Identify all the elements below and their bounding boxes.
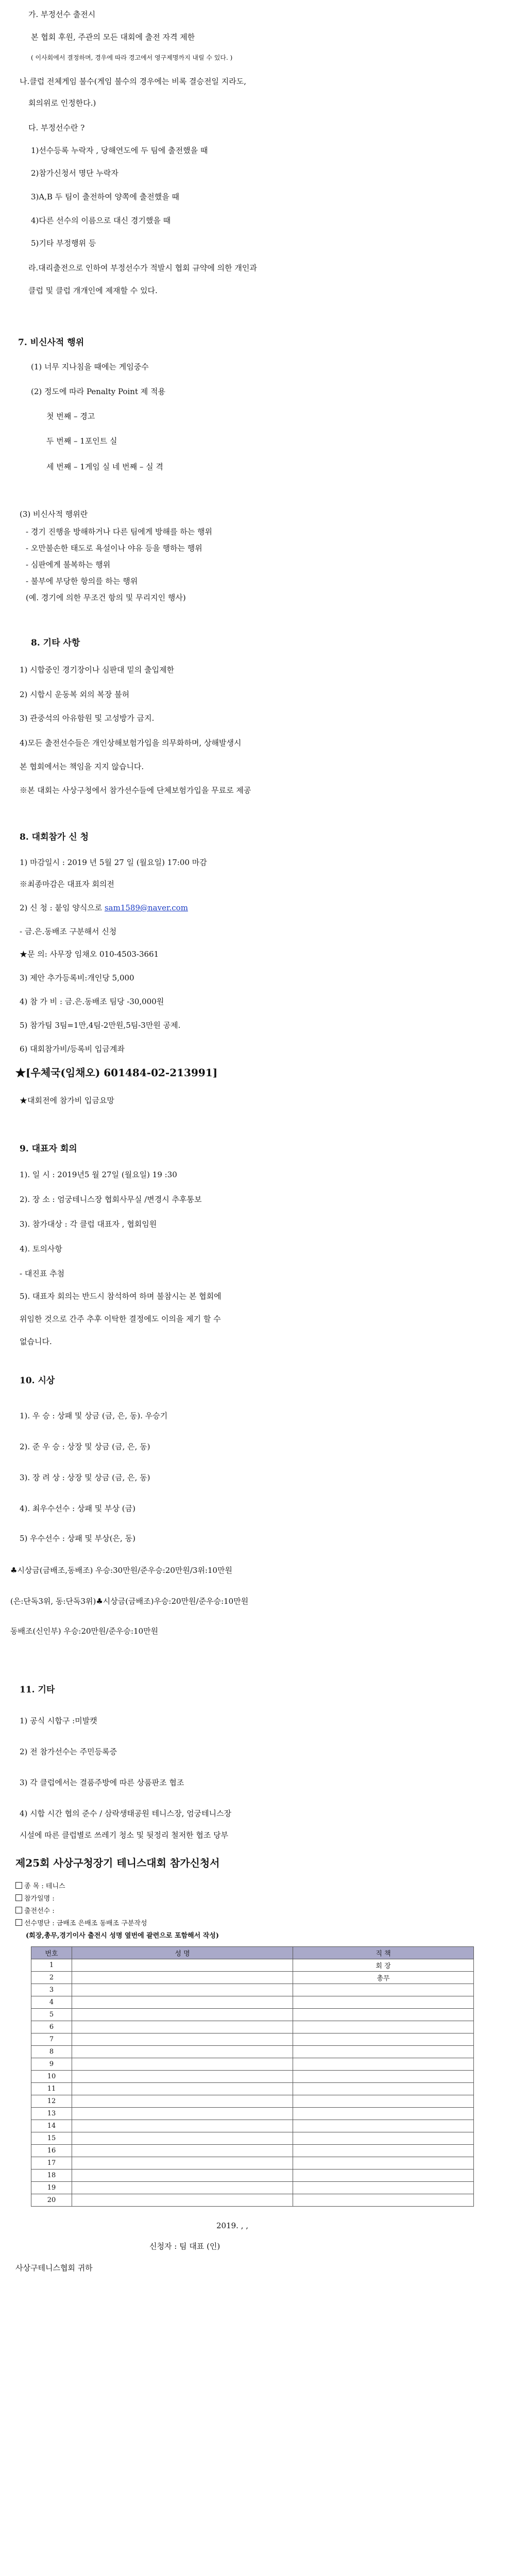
row-number-cell: 1 <box>31 1959 72 1972</box>
position-cell[interactable] <box>293 2132 474 2145</box>
table-row <box>31 2120 474 2132</box>
signature-line: 신청자 : 팀 대표 (인) <box>149 2242 220 2251</box>
table-row <box>31 2046 474 2058</box>
text-line: 1) 시합중인 경기장이나 심판대 밑의 출입제한 <box>20 665 175 674</box>
text-line: 2) 전 참가선수는 주민등록증 <box>20 1747 117 1756</box>
row-number-cell: 19 <box>31 2182 72 2194</box>
column-header: 직 책 <box>293 1947 474 1959</box>
text-line: 라.대리출전으로 인하여 부정선수가 적발시 협회 규약에 의한 개인과 <box>28 263 257 273</box>
row-number-cell: 2 <box>31 1972 72 1984</box>
row-number-cell: 17 <box>31 2157 72 2170</box>
name-cell[interactable] <box>72 2083 293 2095</box>
name-cell[interactable] <box>72 1959 293 1972</box>
text-line: 시설에 따른 클럽별로 쓰레기 청소 및 뒷정리 철저한 협조 당부 <box>20 1831 229 1840</box>
table-row <box>31 2033 474 2046</box>
text-line: 두 번째 – 1포인트 실 <box>46 436 117 446</box>
section-heading: 11. 기타 <box>20 1685 55 1695</box>
text-line <box>20 903 188 913</box>
text-line: 3)A,B 두 팀이 출전하여 양쪽에 출전했을 때 <box>31 192 179 201</box>
table-row <box>31 2108 474 2120</box>
text-line: - 금.은.동배조 구분해서 신청 <box>20 927 117 936</box>
section-heading: 8. 기타 사항 <box>31 638 80 648</box>
position-cell[interactable] <box>293 2021 474 2033</box>
row-number-cell: 11 <box>31 2083 72 2095</box>
name-cell[interactable] <box>72 2108 293 2120</box>
table-row <box>31 2182 474 2194</box>
position-cell[interactable]: 회 장 <box>293 1959 474 1972</box>
row-number-cell: 5 <box>31 2009 72 2021</box>
position-cell[interactable] <box>293 2083 474 2095</box>
text-line: 4). 최우수선수 : 상패 및 부상 (금) <box>20 1504 135 1513</box>
deposit-note: ★대회전에 참가비 입금요망 <box>20 1096 114 1105</box>
text-line: - 심판에게 불복하는 행위 <box>26 560 111 569</box>
text-line: - 불부에 부당한 항의를 하는 행위 <box>26 577 138 586</box>
table-row <box>31 1959 474 1972</box>
text-line: - 대진표 추첨 <box>20 1269 65 1278</box>
table-row <box>31 2021 474 2033</box>
text-line: - 경기 진행을 방해하거나 다른 팀에게 방해를 하는 행위 <box>26 527 212 536</box>
table-row <box>31 2071 474 2083</box>
text-line: ★문 의: 사무장 임채오 010-4503-3661 <box>20 950 159 959</box>
checkbox-icon[interactable] <box>15 1907 22 1913</box>
checkbox-icon[interactable] <box>15 1919 22 1926</box>
text-line: - 오만불손한 태도로 욕설이나 야유 등을 행하는 행위 <box>26 544 202 553</box>
name-cell[interactable] <box>72 2095 293 2108</box>
name-cell[interactable] <box>72 1984 293 1996</box>
bank-account: ★[우체국(임채오) 601484-02-213991] <box>15 1066 218 1079</box>
text-line: 1) 공식 시합구 :미발캣 <box>20 1716 97 1725</box>
text-line: 1)선수등록 누락자 , 당해연도에 두 팀에 출전했을 때 <box>31 146 208 155</box>
text-line: 3) 제안 추가등록비:개인당 5,000 <box>20 973 134 982</box>
position-cell[interactable] <box>293 2157 474 2170</box>
table-row <box>31 2132 474 2145</box>
position-cell[interactable] <box>293 2046 474 2058</box>
text-line: 4). 토의사항 <box>20 1244 62 1253</box>
text-line: 1). 우 승 : 상패 및 상금 (금, 은, 동). 우승기 <box>20 1411 168 1420</box>
row-number-cell: 20 <box>31 2194 72 2207</box>
text-line: 3). 장 려 상 : 상장 및 상금 (금, 은, 동) <box>20 1473 150 1482</box>
text-line: 3) 관중석의 아유함원 및 고성방가 금지. <box>20 714 155 723</box>
section-heading: 8. 대회참가 신 청 <box>20 832 89 842</box>
text-line: 2). 장 소 : 엄궁테니스장 협회사무실 /변경시 추후통보 <box>20 1195 202 1204</box>
name-cell[interactable] <box>72 2170 293 2182</box>
table-header-row <box>31 1947 474 1959</box>
position-cell[interactable] <box>293 2182 474 2194</box>
form-date: 2019. , , <box>216 2221 249 2230</box>
position-cell[interactable] <box>293 2058 474 2071</box>
text-line: 가. 부정선수 출전시 <box>28 10 96 19</box>
text-line: 4)모든 출전선수들은 개인상해보험가입을 의무화하며, 상해발생시 <box>20 738 242 748</box>
row-number-cell: 15 <box>31 2132 72 2145</box>
checkbox-icon[interactable] <box>15 1894 22 1901</box>
table-row <box>31 2145 474 2157</box>
name-cell[interactable] <box>72 2145 293 2157</box>
table-row <box>31 2157 474 2170</box>
text-line: 1). 일 시 : 2019년5 월 27일 (월요일) 19 :30 <box>20 1170 177 1179</box>
text-line: 4)다른 선수의 이름으로 대신 경기했을 때 <box>31 216 171 225</box>
roster-table <box>31 1946 474 2207</box>
name-cell[interactable] <box>72 2046 293 2058</box>
text-line: 위임한 것으로 간주 추후 이탁한 결정에도 이의을 제기 할 수 <box>20 1314 221 1324</box>
position-cell[interactable] <box>293 2071 474 2083</box>
position-cell[interactable] <box>293 2009 474 2021</box>
text-line: ※본 대회는 사상구청에서 참가선수들에 단체보험가입을 무료로 제공 <box>20 786 251 795</box>
section-heading: 10. 시상 <box>20 1376 55 1386</box>
position-cell[interactable] <box>293 2145 474 2157</box>
text-line: (3) 비신사적 행위란 <box>20 510 88 519</box>
text-line: 본 협회에서는 책임을 지지 않습니다. <box>20 762 144 771</box>
position-cell[interactable]: 총무 <box>293 1972 474 1984</box>
form-option: 선수명단 : 금배조 은배조 동배조 구분작성 <box>15 1919 147 1929</box>
name-cell[interactable] <box>72 2132 293 2145</box>
table-row <box>31 2009 474 2021</box>
text-line: 6) 대회참가비/등록비 입금계좌 <box>20 1044 125 1054</box>
text-line: (1) 너무 지나침을 때에는 게임중수 <box>31 362 149 371</box>
table-row <box>31 1996 474 2009</box>
position-cell[interactable] <box>293 1996 474 2009</box>
name-cell[interactable] <box>72 1972 293 1984</box>
text-line: 클럽 및 클럽 개개인에 제재할 수 있다. <box>28 286 158 295</box>
text-line: ♣시상금(금배조,동배조) 우승:30만원/준우승:20만원/3위:10만원 <box>10 1566 233 1575</box>
row-number-cell: 13 <box>31 2108 72 2120</box>
row-number-cell: 12 <box>31 2095 72 2108</box>
text-line: 5) 우수선수 : 상패 및 부상(은, 동) <box>20 1534 135 1543</box>
text-line: 2)참가신청서 명단 누락자 <box>31 168 118 178</box>
text-line: 세 번째 – 1게임 실 네 번째 – 실 격 <box>46 462 163 471</box>
text-line: 나.클럽 전체게임 불수(게임 불수의 경우에는 비록 결승전일 지라도, <box>20 77 246 86</box>
form-option: 출전선수 : <box>15 1906 55 1917</box>
table-row <box>31 2083 474 2095</box>
text-line: 5) 참가팀 3팀=1만,4팀-2만원,5팀-3만원 공제. <box>20 1021 181 1030</box>
text-line: 3) 각 클럽에서는 결품주방에 따른 상품판조 협조 <box>20 1778 184 1787</box>
section-heading: 9. 대표자 회의 <box>20 1144 77 1154</box>
text-line: 2). 준 우 승 : 상장 및 상금 (금, 은, 동) <box>20 1442 150 1451</box>
table-row <box>31 2194 474 2207</box>
text-line: 동배조(신인부) 우승:20만원/준우승:10만원 <box>10 1626 159 1636</box>
email-link[interactable]: sam1589@naver.com <box>104 903 188 912</box>
text-line: 3). 참가대상 : 각 클럽 대표자 , 협회임원 <box>20 1219 157 1229</box>
position-cell[interactable] <box>293 2033 474 2046</box>
text-line: 4) 시합 시간 협의 준수 / 삼락생태공원 테니스장, 엄궁테니스장 <box>20 1809 232 1818</box>
form-option: 참가일명 : <box>15 1894 55 1904</box>
text-line: (2) 정도에 따라 Penalty Point 제 적용 <box>31 387 165 396</box>
form-title: 제25회 사상구청장기 테니스대회 참가신청서 <box>15 1857 220 1869</box>
row-number-cell: 4 <box>31 1996 72 2009</box>
row-number-cell: 6 <box>31 2021 72 2033</box>
table-row <box>31 1972 474 1984</box>
position-cell[interactable] <box>293 2120 474 2132</box>
table-row <box>31 2095 474 2108</box>
name-cell[interactable] <box>72 2009 293 2021</box>
table-row <box>31 2058 474 2071</box>
name-cell[interactable] <box>72 2157 293 2170</box>
form-option: 종 목 : 테니스 <box>15 1882 65 1892</box>
table-row <box>31 2170 474 2182</box>
text-line: 1) 마감일시 : 2019 년 5월 27 일 (월요일) 17:00 마감 <box>20 858 207 867</box>
text-line: ( 이사회에서 결정하며, 경우에 따라 경고에서 영구제명까지 내릴 수 있다. ) <box>31 54 233 61</box>
name-cell[interactable] <box>72 1996 293 2009</box>
text-line: (은:단독3위, 동:단독3위)♣시상금(금배조)우승:20만원/준우승:10만원 <box>10 1597 249 1606</box>
table-row <box>31 1984 474 1996</box>
text-line: 5)기타 부정행위 등 <box>31 239 96 248</box>
row-number-cell: 18 <box>31 2170 72 2182</box>
row-number-cell: 9 <box>31 2058 72 2071</box>
row-number-cell: 14 <box>31 2120 72 2132</box>
text-line: 5). 대표자 회의는 반드시 참석하여 하며 불참시는 본 협회에 <box>20 1292 222 1301</box>
name-cell[interactable] <box>72 2033 293 2046</box>
name-cell[interactable] <box>72 2071 293 2083</box>
apply-label: 2) 신 청 : 붙임 양식으로 <box>20 903 105 912</box>
text-line: 없습니다. <box>20 1337 52 1346</box>
text-line: 본 협회 후원, 주관의 모든 대회에 출전 자격 제한 <box>31 32 195 42</box>
position-cell[interactable] <box>293 2194 474 2207</box>
row-number-cell: 16 <box>31 2145 72 2157</box>
position-cell[interactable] <box>293 2095 474 2108</box>
form-note: (회장,총무,경기이사 출전시 성명 옆번에 괄련으로 포함해서 작성) <box>26 1932 219 1940</box>
text-line: 회의위로 인정한다.) <box>28 98 96 108</box>
text-line: ※최종마감은 대표자 회의전 <box>20 879 114 889</box>
section-heading: 7. 비신사적 행위 <box>18 337 84 348</box>
text-line: (예. 경기에 의한 무조건 항의 및 무리지인 행사) <box>26 593 186 602</box>
name-cell[interactable] <box>72 2058 293 2071</box>
checkbox-icon[interactable] <box>15 1882 22 1889</box>
row-number-cell: 7 <box>31 2033 72 2046</box>
row-number-cell: 10 <box>31 2071 72 2083</box>
form-footer: 사상구테니스협회 귀하 <box>15 2263 93 2273</box>
column-header: 성 명 <box>72 1947 293 1959</box>
name-cell[interactable] <box>72 2194 293 2207</box>
row-number-cell: 3 <box>31 1984 72 1996</box>
position-cell[interactable] <box>293 1984 474 1996</box>
text-line: 4) 참 가 비 : 금.은.동배조 팀당 -30,000원 <box>20 997 164 1006</box>
column-header: 번호 <box>31 1947 72 1959</box>
text-line: 첫 번째 – 경고 <box>46 412 95 421</box>
text-line: 2) 시합시 운동복 외의 복장 불허 <box>20 690 130 699</box>
row-number-cell: 8 <box>31 2046 72 2058</box>
position-cell[interactable] <box>293 2108 474 2120</box>
name-cell[interactable] <box>72 2021 293 2033</box>
text-line: 다. 부정선수란 ? <box>28 123 85 132</box>
name-cell[interactable] <box>72 2182 293 2194</box>
name-cell[interactable] <box>72 2120 293 2132</box>
position-cell[interactable] <box>293 2170 474 2182</box>
